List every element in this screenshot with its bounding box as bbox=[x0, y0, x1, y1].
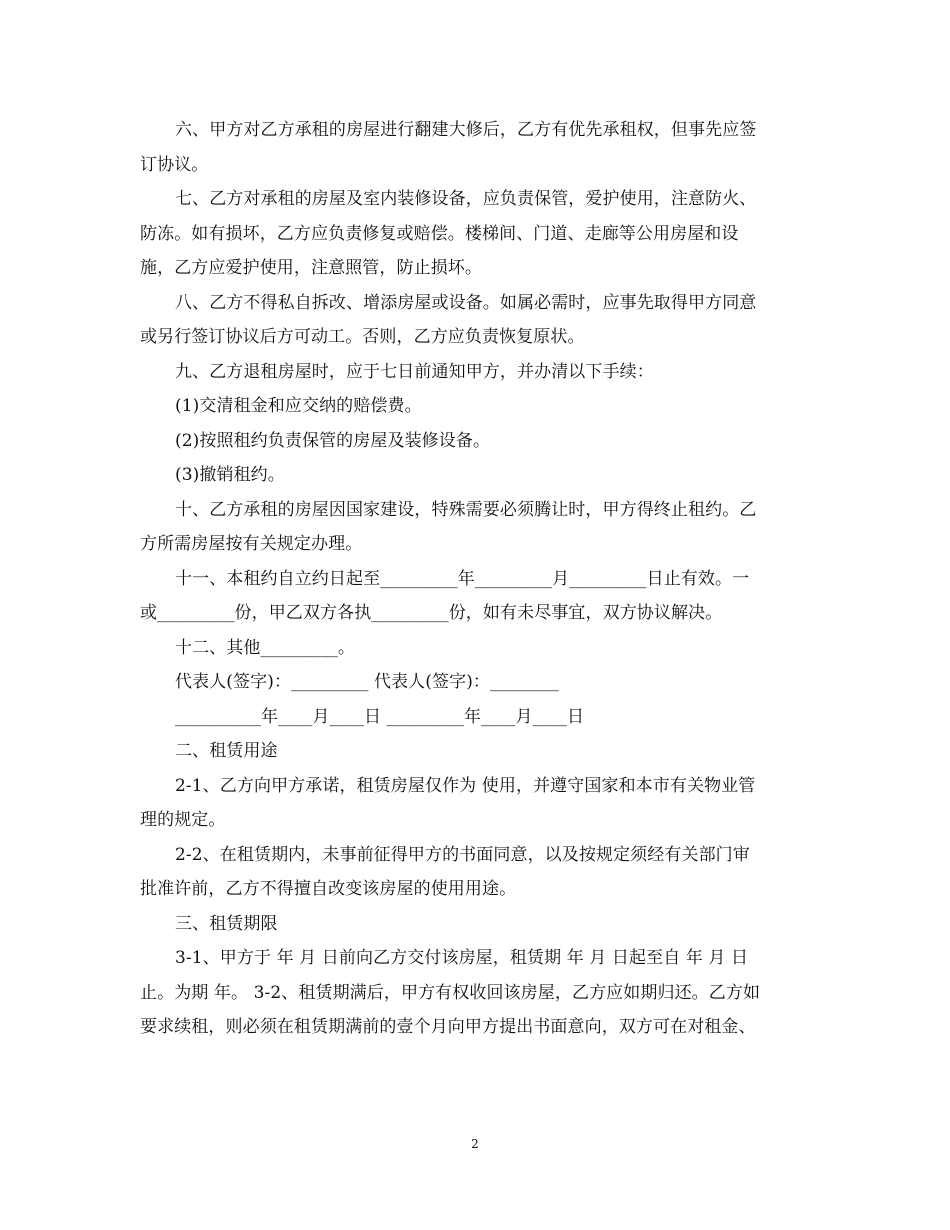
clause-9-item-3: (3)撤销租约。 bbox=[175, 465, 285, 485]
document-body bbox=[140, 113, 810, 1045]
clause-9-line-1: 九、乙方退租房屋时，应于七日前通知甲方，并办清以下手续： bbox=[175, 361, 654, 382]
signature-line: 代表人(签字)：_________ 代表人(签字)：________ bbox=[175, 672, 559, 692]
clause-11-line-2: 或_________份，甲乙双方各执_________份，如有未尽事宜，双方协议解决。 bbox=[140, 603, 723, 623]
clause-12-line: 十二、其他_________。 bbox=[175, 637, 355, 658]
clause-9-item-1: (1)交清租金和应交纳的赔偿费。 bbox=[175, 396, 422, 416]
section-2-2-line-2: 批准许前，乙方不得擅自改变该房屋的使用用途。 bbox=[140, 879, 517, 899]
section-2-heading: 二、租赁用途 bbox=[175, 741, 278, 761]
clause-7-line-3: 施，乙方应爱护使用，注意照管，防止损坏。 bbox=[140, 258, 482, 278]
clause-8-line-2: 或另行签订协议后方可动工。否则，乙方应负责恢复原状。 bbox=[140, 327, 585, 347]
section-3-1-line-2: 止。为期 年。 3-2、租赁期满后，甲方有权收回该房屋，乙方应如期归还。乙方如 bbox=[140, 982, 761, 1003]
section-3-1-line-1: 3-1、甲方于 年 月 日前向乙方交付该房屋，租赁期 年 月 日起至自 年 月 日 bbox=[175, 948, 749, 968]
clause-7-line-2: 防冻。如有损坏，乙方应负责修复或赔偿。楼梯间、门道、走廊等公用房屋和设 bbox=[140, 223, 739, 244]
section-2-1-line-1: 2-1、乙方向甲方承诺，租赁房屋仅作为 使用，并遵守国家和本市有关物业管 bbox=[175, 775, 756, 796]
clause-6-line-2: 订协议。 bbox=[140, 154, 209, 175]
section-2-1-line-2: 理的规定。 bbox=[140, 810, 226, 830]
clause-8-line-1: 八、乙方不得私自拆改、增添房屋或设备。如属必需时，应事先取得甲方同意 bbox=[175, 292, 757, 313]
section-3-heading: 三、租赁期限 bbox=[175, 913, 278, 934]
date-line: __________年____月____日 _________年____月____日 bbox=[175, 706, 585, 727]
clause-6-line-1: 六、甲方对乙方承租的房屋进行翻建大修后，乙方有优先承租权，但事先应签 bbox=[175, 120, 757, 140]
clause-10-line-1: 十、乙方承租的房屋因国家建设，特殊需要必须腾让时，甲方得终止租约。乙 bbox=[175, 499, 757, 520]
clause-7-line-1: 七、乙方对承租的房屋及室内装修设备，应负责保管，爱护使用，注意防火、 bbox=[175, 189, 757, 209]
clause-9-item-2: (2)按照租约负责保管的房屋及装修设备。 bbox=[175, 430, 491, 451]
section-2-2-line-1: 2-2、在租赁期内，未事前征得甲方的书面同意，以及按规定须经有关部门审 bbox=[175, 844, 750, 865]
clause-10-line-2: 方所需房屋按有关规定办理。 bbox=[140, 534, 363, 554]
clause-11-line-1: 十一、本租约自立约日起至_________年_________月_________日止有效。一 bbox=[175, 568, 750, 589]
section-3-1-line-3: 要求续租，则必须在租赁期满前的壹个月向甲方提出书面意向，双方可在对租金、 bbox=[140, 1017, 756, 1037]
page-number: 2 bbox=[471, 1137, 479, 1151]
